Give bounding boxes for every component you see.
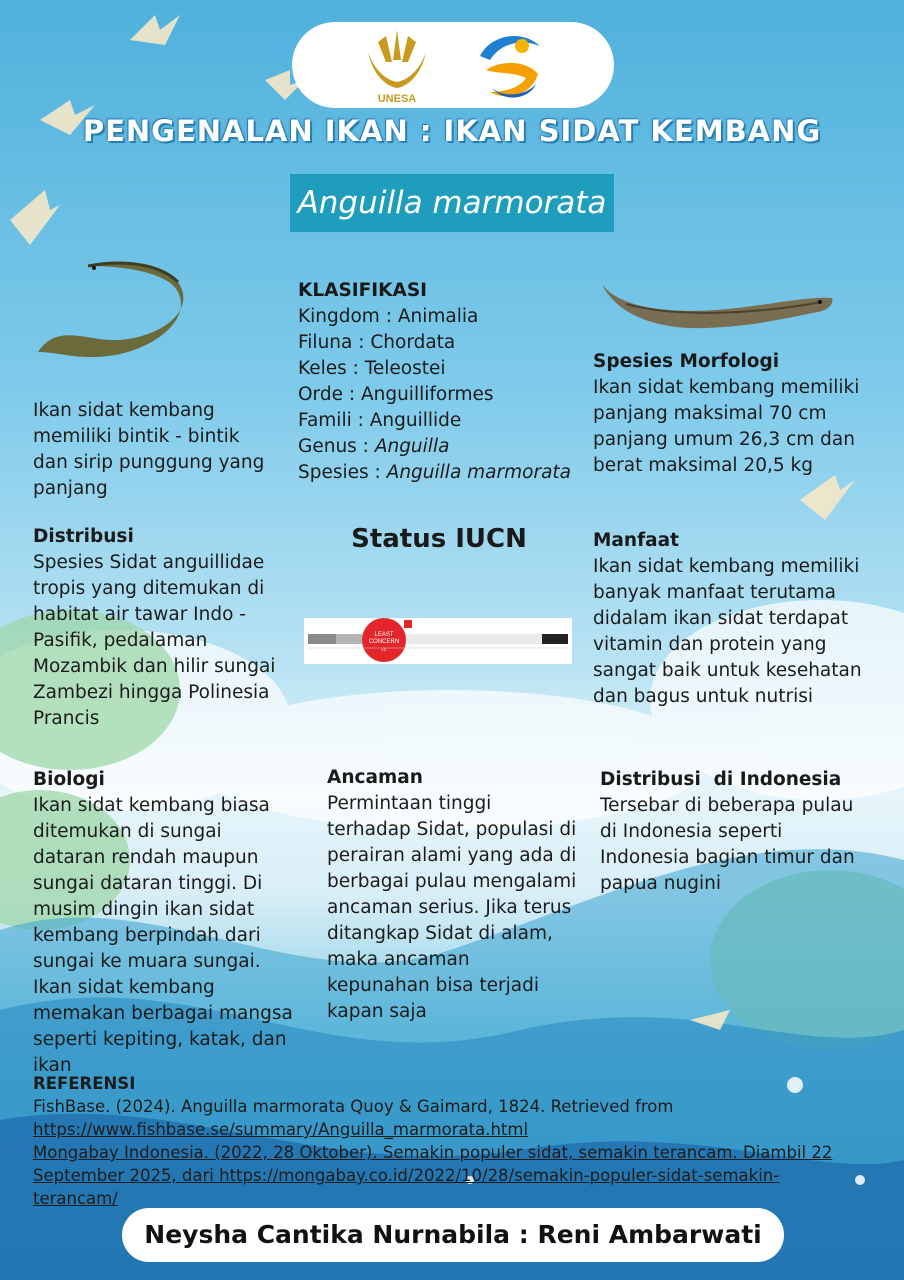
threats-section <box>327 765 577 1025</box>
spesies-line <box>298 460 578 486</box>
eel-straight-image <box>596 274 836 338</box>
unesa-logo-text: UNESA <box>377 93 417 105</box>
page-title: PENGENALAN IKAN : IKAN SIDAT KEMBANG <box>82 114 822 148</box>
reference-2-line-1[interactable]: Mongabay Indonesia. (2022, 28 Oktober). Semakin populer sidat, semakin terancam. Diambil 22 <box>33 1143 833 1162</box>
iucn-lc-line2: CONCERN <box>368 639 400 645</box>
biology-heading: Biologi <box>33 769 105 790</box>
distribution-section <box>33 524 293 732</box>
authors-banner: Neysha Cantika Nurnabila : Reni Ambarwati <box>122 1208 784 1262</box>
references-heading: REFERENSI <box>33 1074 136 1093</box>
genus-value: Anguilla <box>374 436 450 457</box>
intro-text: Ikan sidat kembang memiliki bintik - bintik dan sirip punggung yang panjang <box>33 400 265 499</box>
distribution-heading: Distribusi <box>33 526 134 547</box>
classification-heading: KLASIFIKASI <box>298 280 428 301</box>
kelas-line: Keles : Teleostei <box>298 358 446 379</box>
famili-line: Famili : Anguillide <box>298 410 462 431</box>
filum-line: Filuna : Chordata <box>298 332 456 353</box>
threats-text: Permintaan tinggi terhadap Sidat, populasi di perairan alami yang ada di berbagai pulau mengalami ancaman serius. Jika terus ditangkap Sidat di alam, maka ancaman kepunahan bisa terjadi kapan saja <box>327 793 577 1022</box>
morphology-section <box>593 349 863 479</box>
morphology-text: Ikan sidat kembang memiliki panjang maksimal 70 cm panjang umum 26,3 cm dan berat maksimal 20,5 kg <box>593 377 860 476</box>
threats-heading: Ancaman <box>327 767 423 788</box>
distribution-text: Spesies Sidat anguillidae tropis yang ditemukan di habitat air tawar Indo - Pasifik, pedalaman Mozambik dan hilir sungai Zambezi hingga Polinesia Prancis <box>33 552 276 729</box>
indonesia-distribution-text: Tersebar di beberapa pulau di Indonesia seperti Indonesia bagian timur dan papua nugini <box>600 795 855 894</box>
ordo-line: Orde : Anguilliformes <box>298 384 494 405</box>
reference-2-line-2[interactable]: September 2025, dari https://mongabay.co.id/2022/10/28/semakin-populer-sidat-semakin- <box>33 1166 780 1185</box>
iucn-heading: Status IUCN <box>351 524 527 554</box>
logo-banner <box>292 22 614 108</box>
biology-text: Ikan sidat kembang biasa ditemukan di sungai dataran rendah maupun sungai dataran tinggi. Di musim dingin ikan sidat kembang berpindah dari sungai ke muara sungai. Ikan sidat kembang memakan berbagai mangsa seperti kepiting, katak, dan ikan <box>33 795 293 1076</box>
benefits-heading: Manfaat <box>593 530 679 551</box>
unesa-logo <box>356 26 438 106</box>
iucn-lc-code: LC <box>381 647 387 652</box>
reference-1-link[interactable]: https://www.fishbase.se/summary/Anguilla_marmorata.html <box>33 1120 529 1139</box>
morphology-heading: Spesies Morfologi <box>593 351 780 372</box>
genus-line <box>298 434 578 460</box>
indonesia-distribution-section <box>600 767 860 897</box>
references-section <box>33 1072 833 1210</box>
kingdom-line: Kingdom : Animalia <box>298 306 479 327</box>
indonesia-distribution-heading: Distribusi di Indonesia <box>600 769 842 790</box>
institution-logo <box>470 26 550 106</box>
iucn-lc-line1: LEAST <box>374 632 394 638</box>
spesies-label: Spesies : <box>298 462 387 483</box>
benefits-text: Ikan sidat kembang memiliki banyak manfaat terutama didalam ikan sidat terdapat vitamin dan protein yang sangat baik untuk kesehatan dan bagus untuk nutrisi <box>593 556 862 707</box>
reference-2-line-3[interactable]: terancam/ <box>33 1189 118 1208</box>
classification-section <box>298 278 578 486</box>
benefits-section <box>593 528 863 710</box>
eel-curved-image <box>28 252 228 372</box>
iucn-status-scale <box>304 618 572 664</box>
scientific-name-box: Anguilla marmorata <box>290 174 614 232</box>
reference-1-text: FishBase. (2024). Anguilla marmorata Quoy & Gaimard, 1824. Retrieved from <box>33 1097 674 1116</box>
biology-section <box>33 767 298 1079</box>
spesies-value: Anguilla marmorata <box>386 462 571 483</box>
genus-label: Genus : <box>298 436 375 457</box>
